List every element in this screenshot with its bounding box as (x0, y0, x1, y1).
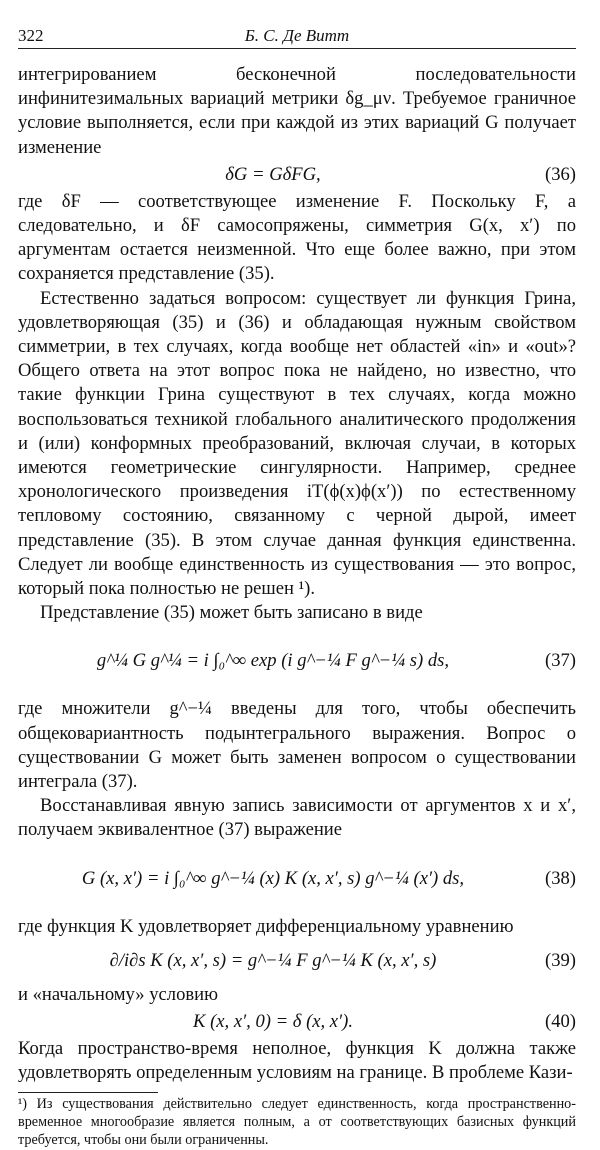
paragraph-5: где множители g^−¼ введены для того, чтобы обеспечить общековариантность подынтегрального выражения. Вопрос о существовании G может быть заменен вопросом о существовании интеграла (37). (18, 698, 576, 793)
equation-39 (18, 939, 576, 983)
equation-36-expr: δG = GδFG, (225, 163, 321, 185)
paragraph-3: Естественно задаться вопросом: существует ли функция Грина, удовлетворяющая (35) и (36) и обладающая нужным свойством симметрии, в тех случаях, когда вообще нет областей «in» и «out»? Общего ответа на этот вопрос пока не найдено, но известно, что такие функции Грина существуют в тех случаях, когда можно воспользоваться техникой глобального аналитического продолжения и (или) конформных преобразований, включая случаи, в которых имеются геометрические сингулярности. Например, среднее хронологического произведения iT(ϕ(x)ϕ(x′)) по естественному тепловому состоянию, связанному с черной дырой, имеет представление (35). В этом случае данная функция единственна. Следует ли вообще единственность из существования — это вопрос, который пока полностью не решен ¹). (18, 287, 576, 600)
equation-38 (18, 843, 576, 915)
equation-37 (18, 625, 576, 697)
body-text (18, 63, 576, 1150)
equation-40 (18, 1007, 576, 1037)
paragraph-6: Восстанавливая явную запись зависимости от аргументов x и x′, получаем эквивалентное (37) выражение (18, 795, 576, 841)
footnote: ¹) Из существования действительно следует единственность, когда пространственно-временное многообразие является полным, а от соответствующих базисных функций требуется, чтобы они были ограниченны. (18, 1095, 576, 1149)
paragraph-1: интегрированием бесконечной последовательности инфинитезимальных вариаций метрики δg_μν. Требуемое граничное условие выполняется, если при каждой из этих вариаций G получает изменение (18, 64, 576, 158)
page-number: 322 (18, 26, 44, 45)
equation-38-number: (38) (545, 867, 576, 889)
equation-39-expr: ∂/i∂s K (x, x′, s) = g^−¼ F g^−¼ K (x, x′, s) (109, 949, 437, 971)
page-header (18, 26, 576, 49)
equation-37-number: (37) (545, 650, 576, 672)
paragraph-8: и «начальному» условию (18, 983, 218, 1005)
equation-38-expr: G (x, x′) = i ∫₀^∞ g^−¼ (x) K (x, x′, s) g^−¼ (x′) ds, (81, 867, 465, 889)
paragraph-9: Когда пространство-время неполное, функция K должна также удовлетворять определенным условиям на границе. В проблеме Кази- (18, 1038, 576, 1084)
equation-36 (18, 160, 576, 190)
paragraph-2: где δF — соответствующее изменение F. Поскольку F, а следовательно, и δF самосопряжены, симметрия G(x, x′) по аргументам остается неизменной. Что еще более важно, при этом сохраняется представление (35). (18, 190, 576, 285)
equation-40-expr: K (x, x′, 0) = δ (x, x′). (193, 1010, 353, 1032)
equation-36-number: (36) (545, 163, 576, 185)
paragraph-4: Представление (35) может быть записано в виде (40, 602, 423, 624)
paragraph-7: где функция K удовлетворяет дифференциальному уравнению (18, 915, 514, 937)
equation-39-number: (39) (545, 949, 576, 971)
running-head: Б. С. Де Витт (244, 26, 350, 45)
equation-40-number: (40) (545, 1010, 576, 1032)
equation-37-expr: g^¼ G g^¼ = i ∫₀^∞ exp (i g^−¼ F g^−¼ s) ds, (96, 650, 450, 672)
